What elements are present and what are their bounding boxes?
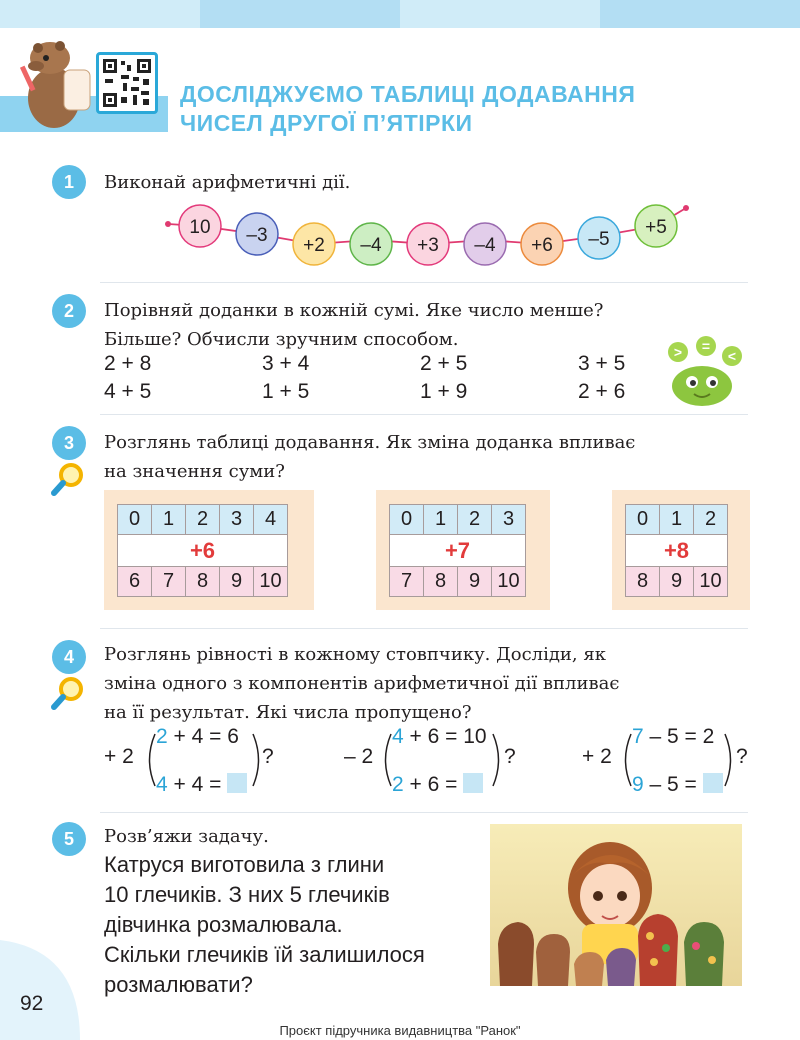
task4-line-3: на її результат. Які числа пропущено? (104, 702, 472, 723)
less-sign: < (727, 348, 737, 364)
magnifier-icon (50, 462, 84, 502)
bead-label: +3 (417, 235, 439, 256)
task-number-2: 2 (52, 294, 86, 328)
addition-table-3 (612, 490, 750, 610)
capybara-mascot-icon (16, 36, 96, 132)
divider (100, 414, 748, 415)
task-number-4: 4 (52, 640, 86, 674)
title-line-2: ЧИСЕЛ ДРУГОЇ П’ЯТІРКИ (180, 110, 473, 136)
table-operation: +8 (625, 534, 728, 567)
delta-label: – 2 (344, 745, 374, 768)
task4-text (104, 640, 619, 727)
table-cell: 7 (151, 566, 186, 597)
story-line: Катруся виготовила з глини (104, 852, 385, 877)
table-operation: +6 (117, 534, 288, 567)
equation-bottom: 2 + 6 = (392, 773, 483, 797)
bead-label: +6 (531, 235, 553, 256)
task2-line-2: Більше? Обчисли зручним способом. (104, 329, 459, 350)
addition-table-1 (104, 490, 314, 610)
task4-line-2: зміна одного з компонентів арифметичної дії впливає (104, 673, 620, 694)
equation-top: 2 + 4 = 6 (156, 725, 239, 748)
story-line: дівчинка розмалювала. (104, 912, 343, 937)
sum-r1-c3: 2 + 5 (420, 352, 468, 375)
bead-label: –4 (360, 235, 382, 256)
task-number-5: 5 (52, 822, 86, 856)
table-cell: 0 (389, 504, 424, 535)
task3-text (104, 428, 635, 486)
answer-box[interactable] (703, 773, 723, 793)
table-cell: 9 (219, 566, 254, 597)
equation-top: 7 – 5 = 2 (632, 725, 715, 748)
sum-r1-c1: 2 + 8 (104, 352, 152, 375)
task1-text: Виконай арифметичні дії. (104, 172, 351, 193)
sum-r1-c2: 3 + 4 (262, 352, 310, 375)
task5-story (104, 850, 425, 1000)
answer-box[interactable] (227, 773, 247, 793)
girl-with-pots-illustration (490, 824, 742, 986)
addition-table-2 (376, 490, 550, 610)
story-line: 10 глечиків. З них 5 глечиків (104, 882, 390, 907)
task3-line-2: на значення суми? (104, 461, 285, 482)
bead-label: –5 (588, 229, 610, 250)
delta-label: + 2 (582, 745, 612, 768)
title-line-1: ДОСЛІДЖУЄМО ТАБЛИЦІ ДОДАВАННЯ (180, 81, 636, 107)
sum-r2-c2: 1 + 5 (262, 380, 310, 403)
answer-box[interactable] (463, 773, 483, 793)
page-title (180, 80, 635, 138)
task5-heading: Розв’яжи задачу. (104, 826, 269, 847)
greater-sign: > (673, 344, 683, 360)
table-cell: 2 (693, 504, 728, 535)
table-cell: 10 (491, 566, 526, 597)
magnifier-icon (50, 676, 84, 716)
divider (100, 812, 748, 813)
task2-line-1: Порівняй доданки в кожній сумі. Яке число менше? (104, 300, 604, 321)
qr-code-icon[interactable] (96, 52, 158, 114)
sum-r1-c4: 3 + 5 (578, 352, 626, 375)
table-cell: 8 (625, 566, 660, 597)
question-mark: ? (504, 745, 516, 768)
task-number-3: 3 (52, 426, 86, 460)
table-cell: 2 (457, 504, 492, 535)
publisher-credit: Проєкт підручника видавництва "Ранок" (279, 1023, 521, 1038)
table-cell: 10 (253, 566, 288, 597)
question-mark: ? (736, 745, 748, 768)
table-cell: 4 (253, 504, 288, 535)
table-cell: 10 (693, 566, 728, 597)
task2-text (104, 296, 603, 354)
bead-label: –3 (246, 225, 268, 246)
table-cell: 0 (117, 504, 152, 535)
table-cell: 0 (625, 504, 660, 535)
table-cell: 3 (491, 504, 526, 535)
bead-label: +5 (645, 217, 667, 238)
table-cell: 1 (423, 504, 458, 535)
table-cell: 8 (185, 566, 220, 597)
story-line: розмалювати? (104, 972, 253, 997)
table-cell: 2 (185, 504, 220, 535)
bead-label: –4 (474, 235, 496, 256)
delta-label: + 2 (104, 745, 134, 768)
table-operation: +7 (389, 534, 526, 567)
equation-top: 4 + 6 = 10 (392, 725, 487, 748)
page-number: 92 (20, 992, 44, 1015)
question-mark: ? (262, 745, 274, 768)
table-cell: 8 (423, 566, 458, 597)
equation-bottom: 4 + 4 = (156, 773, 247, 797)
equal-sign: = (701, 338, 711, 354)
table-cell: 7 (389, 566, 424, 597)
task3-line-1: Розглянь таблиці додавання. Як зміна доданка впливає (104, 432, 636, 453)
table-cell: 1 (151, 504, 186, 535)
sum-r2-c4: 2 + 6 (578, 380, 626, 403)
table-cell: 9 (659, 566, 694, 597)
sum-r2-c3: 1 + 9 (420, 380, 468, 403)
task4-line-1: Розглянь рівності в кожному стовпчику. Досліди, як (104, 644, 606, 665)
story-line: Скільки глечиків їй залишилося (104, 942, 425, 967)
divider (100, 282, 748, 283)
table-cell: 1 (659, 504, 694, 535)
sum-r2-c1: 4 + 5 (104, 380, 152, 403)
divider (100, 628, 748, 629)
green-monster-mascot-icon (660, 336, 750, 408)
table-cell: 3 (219, 504, 254, 535)
bead-label: 10 (189, 217, 211, 238)
bead-label: +2 (303, 235, 325, 256)
equation-bottom: 9 – 5 = (632, 773, 723, 797)
table-cell: 6 (117, 566, 152, 597)
top-color-strip (0, 0, 800, 28)
task-number-1: 1 (52, 165, 86, 199)
table-cell: 9 (457, 566, 492, 597)
bead-string (160, 198, 700, 270)
